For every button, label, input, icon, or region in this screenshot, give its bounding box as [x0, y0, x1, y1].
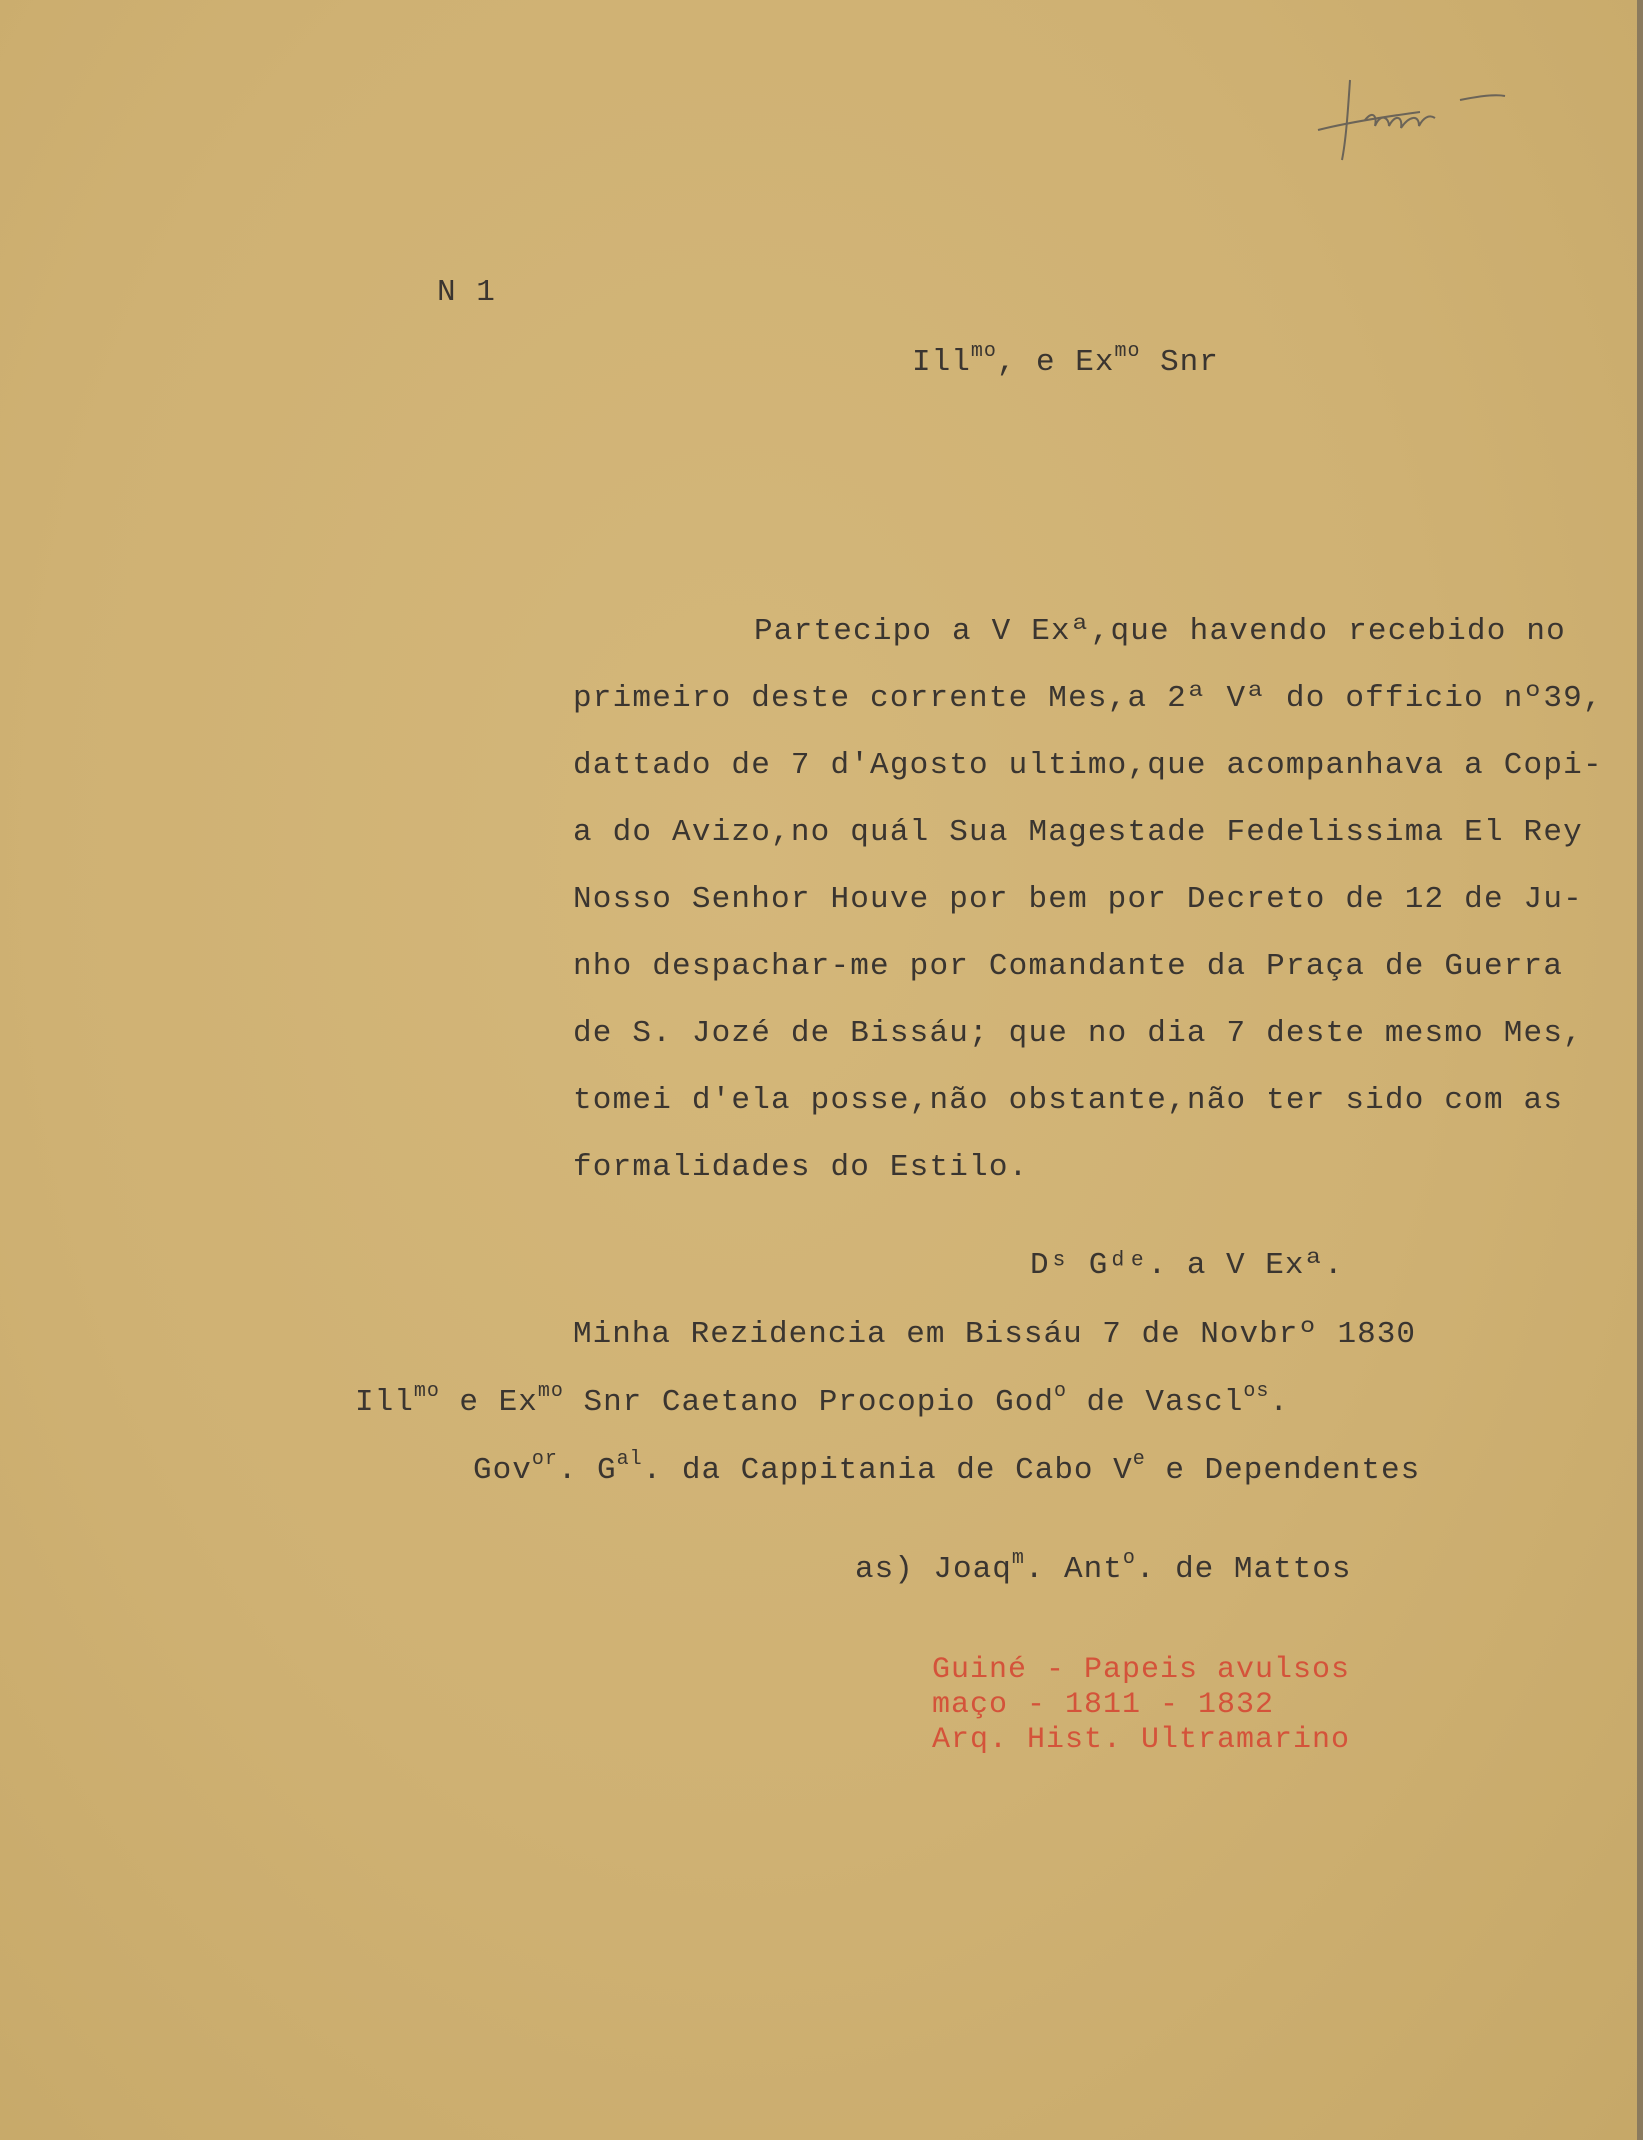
signature-line: as) Joaq$^m$. Ant$^o$. de Mattos — [855, 1547, 1352, 1587]
body-line: formalidades do Estilo. — [573, 1150, 1029, 1185]
body-line: nho despachar-me por Comandante da Praça de Guerra — [573, 949, 1564, 984]
date-line: Minha Rezidencia em Bissáu 7 de Novbrº 1830 — [573, 1317, 1416, 1352]
addressee-line-2: Gov$^{or}$. $G^{al}$. da Cappitania de Cabo Ve e Dependentes — [473, 1448, 1421, 1488]
body-line: primeiro deste corrente Mes,a 2ª Vª do officio nº39, — [573, 681, 1603, 716]
pencil-signature — [1310, 60, 1510, 170]
body-line: Partecipo a V Exª,que havendo recebido no — [754, 614, 1566, 649]
closing-formula: Dˢ Gᵈᵉ. a V Exª. — [1030, 1248, 1344, 1283]
stamp-line: Arq. Hist. Ultramarino — [932, 1723, 1351, 1757]
addressee-line-1: Ill$^{mo}$ e $Ex^{mo}$ Snr Caetano Procopio God$^o$ de Vascl$^{os}$. — [355, 1380, 1290, 1420]
body-line: dattado de 7 d'Agosto ultimo,que acompanhava a Copi- — [573, 748, 1603, 783]
stamp-line: Guiné - Papeis avulsos — [932, 1653, 1351, 1687]
body-line: a do Avizo,no quál Sua Magestade Fedelissima El Rey — [573, 815, 1583, 850]
body-line: tomei d'ela posse,não obstante,não ter sido com as — [573, 1083, 1564, 1118]
salutation: Ill$^{mo}$, e $Ex^{mo}$ Snr — [912, 340, 1219, 380]
body-line: Nosso Senhor Houve por bem por Decreto de 12 de Ju- — [573, 882, 1583, 917]
page-edge — [1637, 0, 1643, 2140]
document-number: N 1 — [437, 275, 496, 310]
body-line: de S. Jozé de Bissáu; que no dia 7 deste mesmo Mes, — [573, 1016, 1583, 1051]
stamp-line: maço - 1811 - 1832 — [932, 1688, 1275, 1722]
